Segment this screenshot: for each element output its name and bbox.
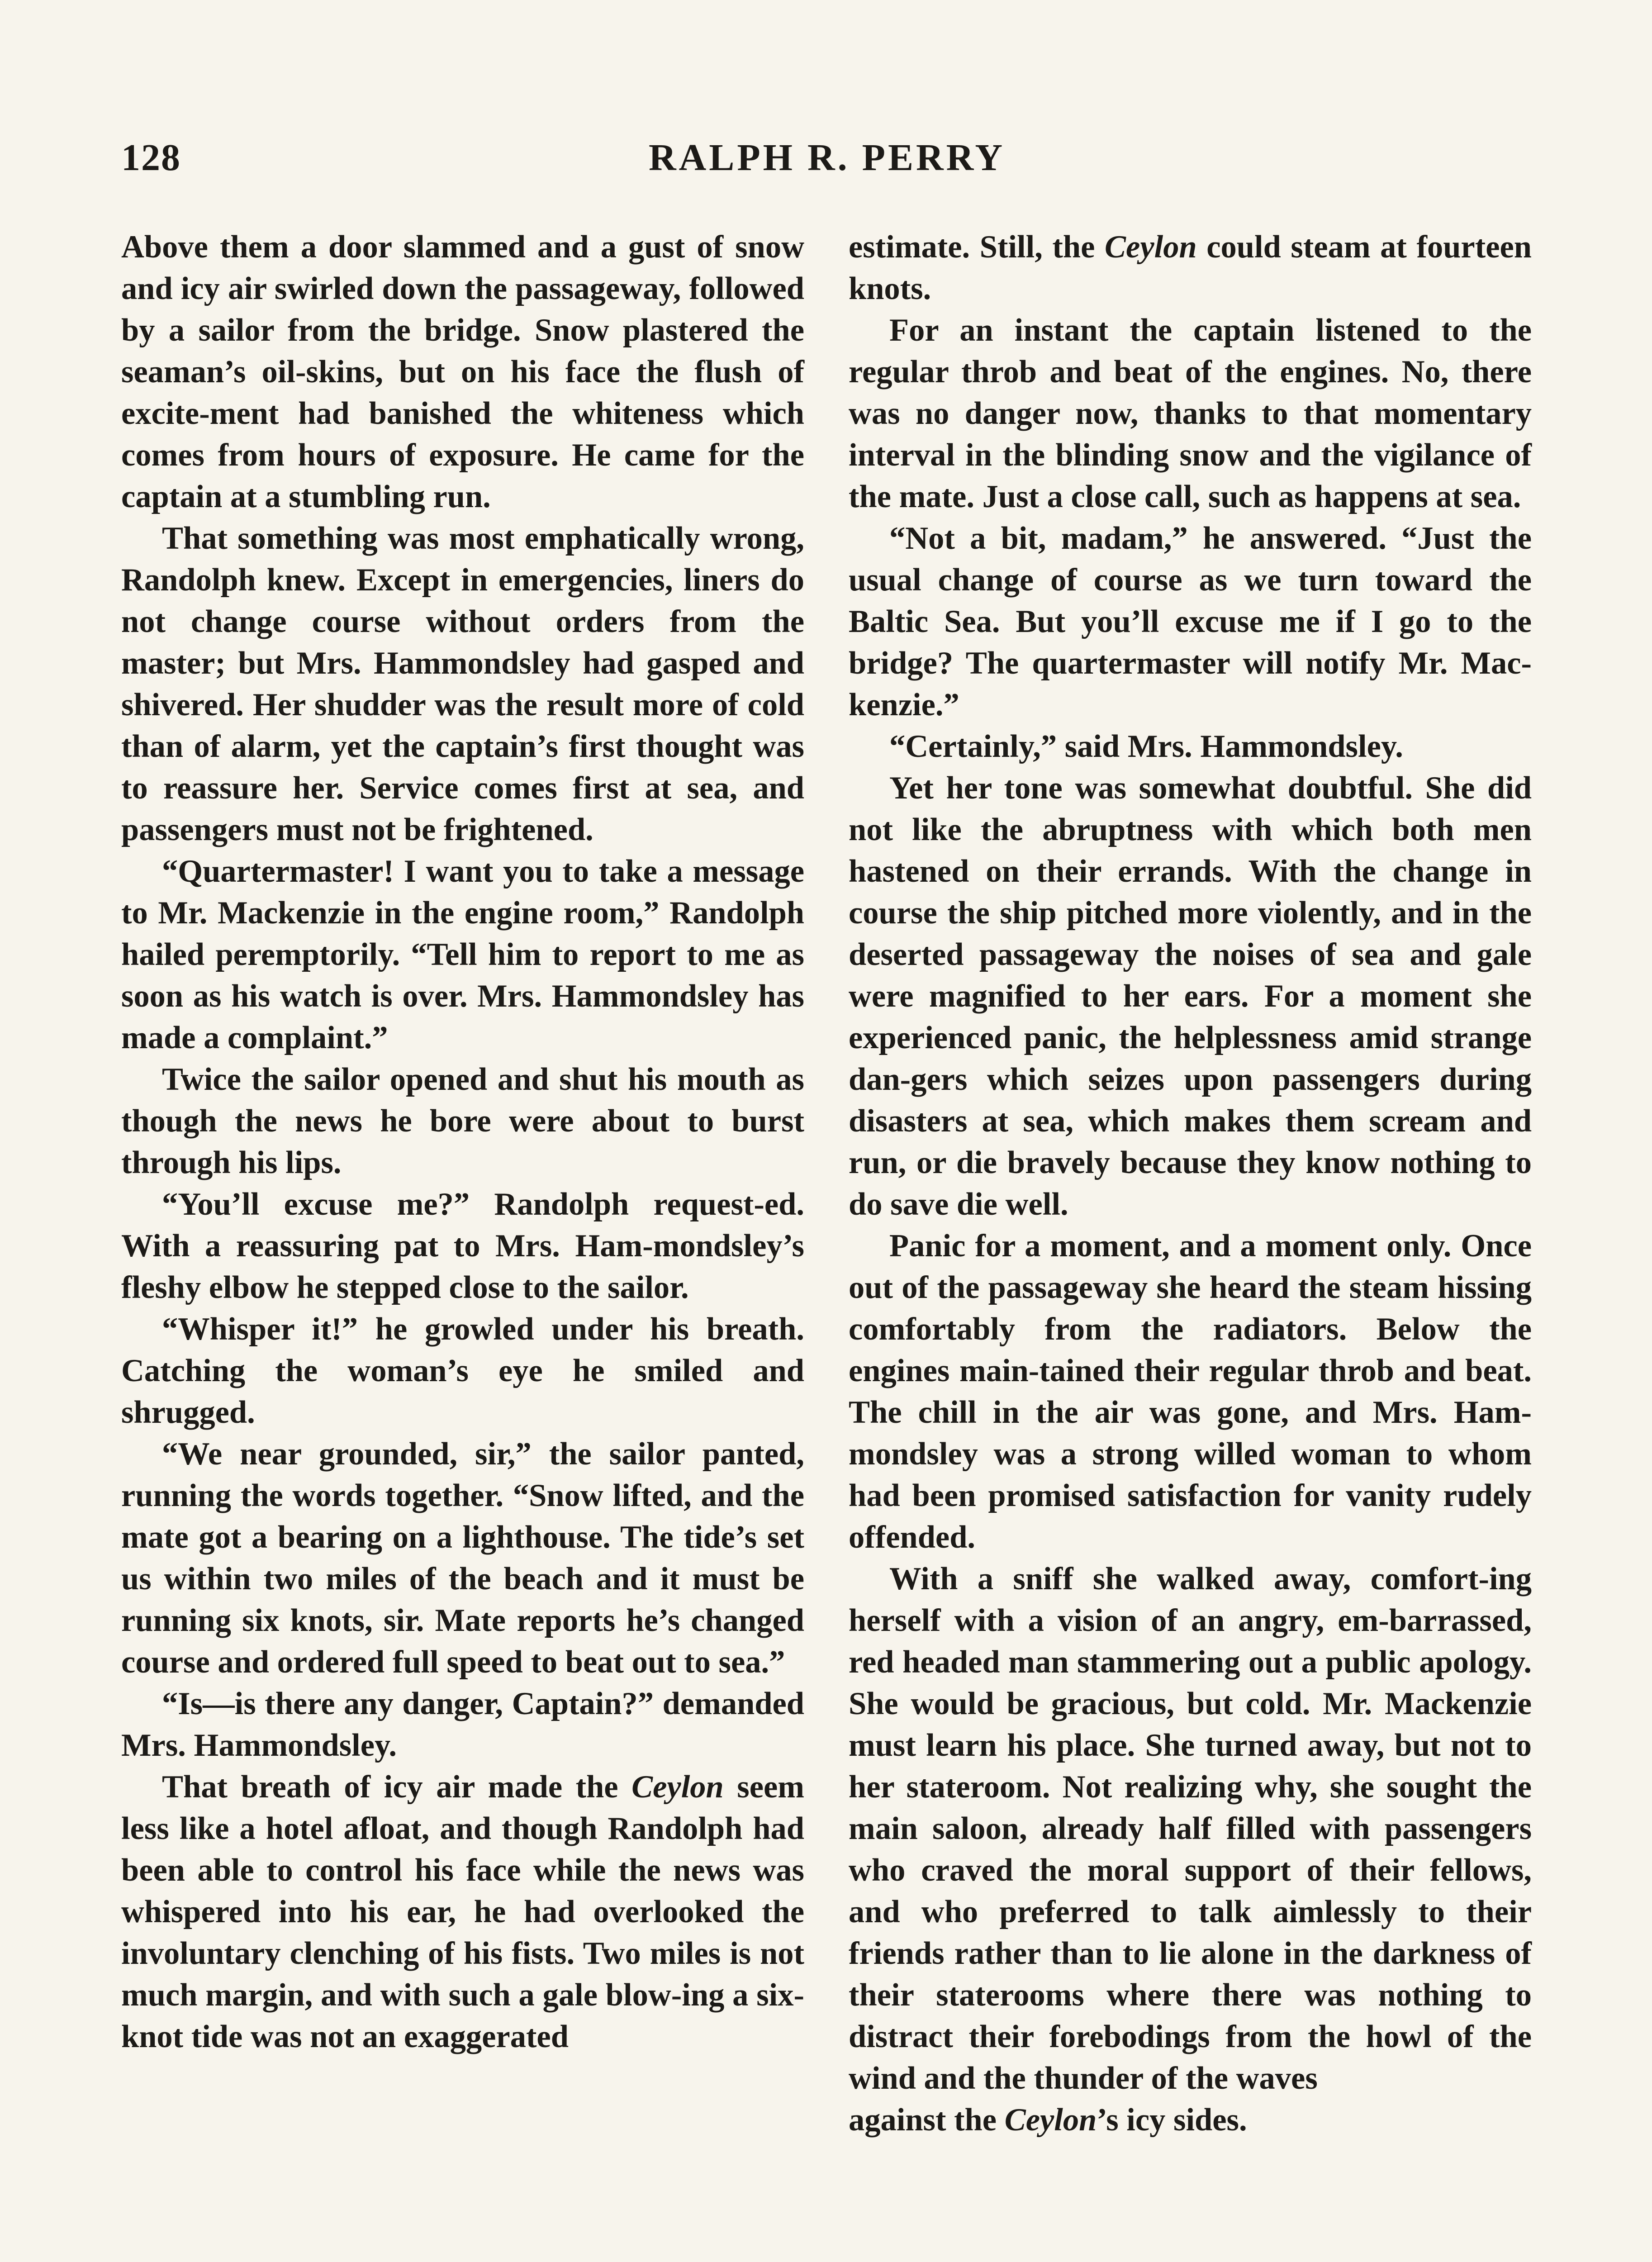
paragraph [121, 1766, 804, 2058]
paragraph: “We near grounded, sir,” the sailor panted, running the words together. “Snow lifted, and the mate got a bearing on a lighthouse. The tide’s set us within two miles of the beach and it must be running six knots, sir. Mate reports he’s changed course and ordered full speed to beat out to sea.” [121, 1436, 804, 1680]
paragraph: For an instant the captain listened to the regular throb and beat of the engines. No, there was no danger now, thanks to that momentary interval in the blinding snow and the vigilance of the mate. Just a close call, such as happens at sea. [849, 313, 1532, 514]
paragraph: “Whisper it!” he growled under his breath. Catching the woman’s eye he smiled and shrugged. [121, 1312, 804, 1430]
paragraph: “Quartermaster! I want you to take a message to Mr. Mackenzie in the engine room,” Randolph hailed peremptorily. “Tell him to report to me as soon as his watch is over. Mrs. Hammondsley has made a complaint.” [121, 854, 804, 1055]
paragraph: “Not a bit, madam,” he answered. “Just the usual change of course as we turn toward the Baltic Sea. But you’ll excuse me if I go to the bridge? The quartermaster will notify Mr. Mac-kenzie.” [849, 521, 1532, 722]
text-run: against the [849, 2102, 1005, 2138]
text-run: That breath of icy air made the [162, 1769, 632, 1805]
paragraph: “Is—is there any danger, Captain?” demanded Mrs. Hammondsley. [121, 1686, 804, 1763]
left-column [121, 226, 804, 2058]
text-run: ’s icy sides. [1097, 2102, 1247, 2138]
running-header [121, 136, 1533, 190]
paragraph: Panic for a moment, and a moment only. Once out of the passageway she heard the steam hissing comfortably from the radiators. Below the engines main-tained their regular throb and beat. The chill in the air was gone, and Mrs. Ham-mondsley was a strong willed woman to whom had been promised satisfaction for vanity rudely offended. [849, 1228, 1532, 1555]
ship-name: Ceylon [631, 1769, 724, 1805]
text-run: could steam at fourteen knots. [849, 229, 1532, 306]
paragraph: Yet her tone was somewhat doubtful. She did not like the abruptness with which both men hastened on their errands. With the change in course the ship pitched more violently, and in the deserted passageway the noises of sea and gale were magnified to her ears. For a moment she experienced panic, the helplessness amid strange dan-gers which seizes upon passengers during disasters at sea, which makes them scream and run, or die bravely because they know nothing to do save die well. [849, 770, 1532, 1222]
right-column [849, 226, 1532, 2141]
running-head-author: RALPH R. PERRY [648, 137, 1006, 179]
paragraph: “Certainly,” said Mrs. Hammondsley. [889, 729, 1403, 764]
ship-name: Ceylon [1105, 229, 1197, 265]
paragraph: Above them a door slammed and a gust of snow and icy air swirled down the passageway, followed by a sailor from the bridge. Snow plastered the seaman’s oil-skins, but on his face the flush of excite-ment had banished the whiteness which comes from hours of exposure. He came for the captain at a stumbling run. [121, 229, 804, 514]
page-number: 128 [121, 137, 181, 179]
paragraph [849, 2099, 1532, 2141]
paragraph [849, 226, 1532, 309]
text-run: seem less like a hotel afloat, and though Randolph had been able to control his face while the news was whispered into his ear, he had overlooked the involuntary clenching of his fists. Two miles is not much margin, and with such a gale blow-ing a six-knot tide was not an exaggerated [121, 1769, 804, 2054]
paragraph: Twice the sailor opened and shut his mouth as though the news he bore were about to burst through his lips. [121, 1062, 804, 1180]
paragraph: With a sniff she walked away, comfort-ing herself with a vision of an angry, em-barrassed, red headed man stammering out a public apology. She would be gracious, but cold. Mr. Mackenzie must learn his place. She turned away, but not to her stateroom. Not realizing why, she sought the main saloon, already half filled with passengers who craved the moral support of their fellows, and who preferred to talk aimlessly to their friends rather than to lie alone in the darkness of their staterooms where there was nothing to distract their forebodings from the howl of the wind and the thunder of the waves [849, 1561, 1532, 2096]
paragraph: That something was most emphatically wrong, Randolph knew. Except in emergencies, liners do not change course without orders from the master; but Mrs. Hammondsley had gasped and shivered. Her shudder was the result more of cold than of alarm, yet the captain’s first thought was to reassure her. Service comes first at sea, and passengers must not be frightened. [121, 521, 804, 847]
paragraph: “You’ll excuse me?” Randolph request-ed. With a reassuring pat to Mrs. Ham-mondsley’s fleshy elbow he stepped close to the sailor. [121, 1187, 804, 1305]
ship-name: Ceylon [1004, 2102, 1097, 2138]
text-run: estimate. Still, the [849, 229, 1105, 265]
